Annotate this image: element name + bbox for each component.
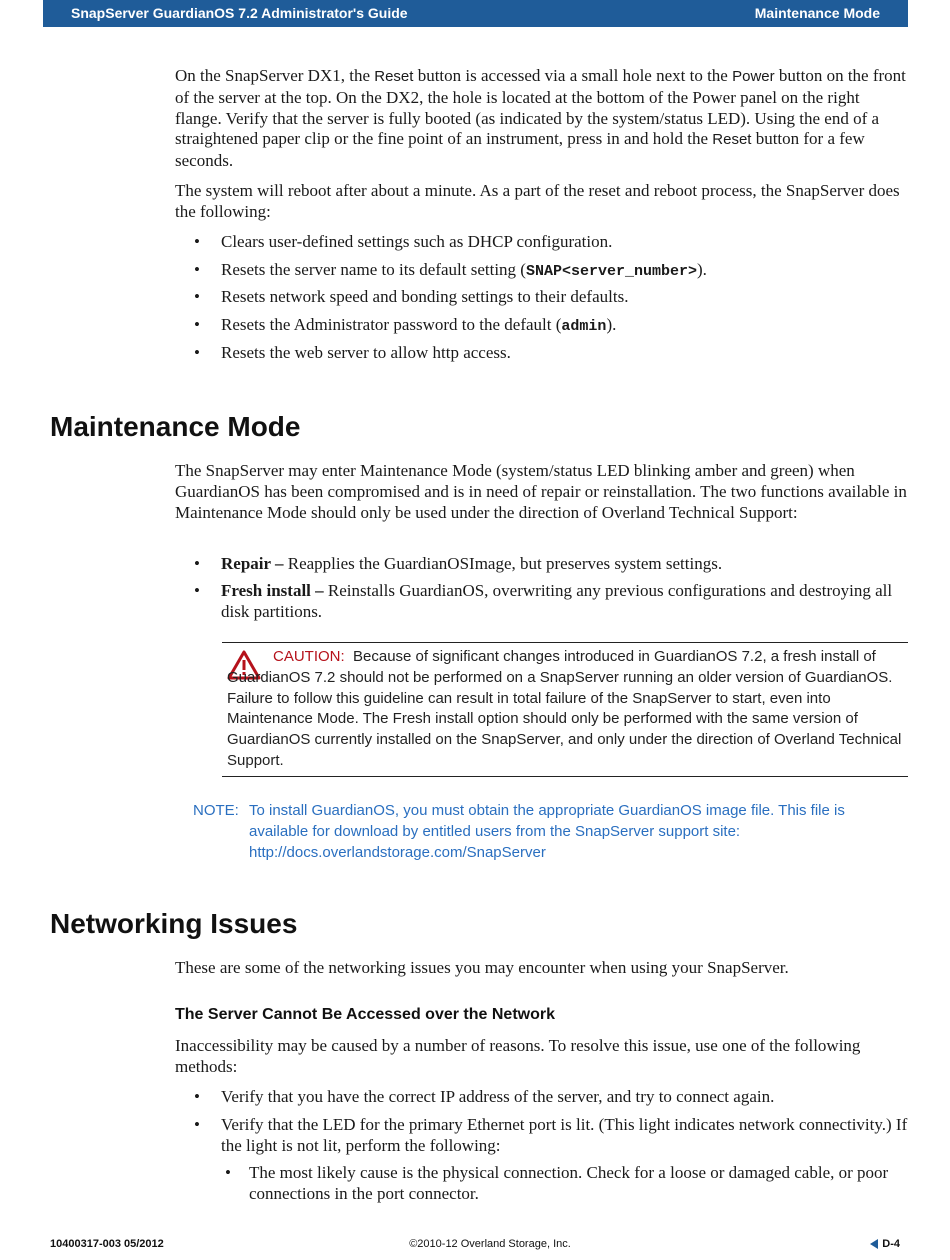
bullet-icon: • bbox=[194, 315, 200, 334]
networking-intro-paragraph: These are some of the networking issues you may encounter when using your SnapServer. bbox=[175, 958, 789, 977]
list-item: • Verify that the LED for the primary Ethernet port is lit. (This light indicates network connectivity.) If the light is not lit, perform the following: bbox=[194, 1115, 908, 1155]
code-admin: admin bbox=[561, 318, 607, 335]
intro-paragraph bbox=[175, 66, 910, 172]
page-back-arrow-icon[interactable] bbox=[870, 1239, 878, 1249]
reset-keyword: Reset bbox=[374, 68, 414, 85]
bullet-icon: • bbox=[194, 554, 200, 573]
caution-text: CAUTION: Because of significant changes introduced in GuardianOS 7.2, a fresh install of GuardianOS 7.2 should not be performed on a SnapServer running an older version of GuardianOS. Failure to follow this guideline can result in total failure of the SnapServer to start, even into Maintenance Mode. The Fresh install option should only be performed with the same version of GuardianOS currently installed on the SnapServer, and only under the direction of Overland Technical Support. bbox=[227, 648, 902, 769]
bullet-icon: • bbox=[194, 1115, 200, 1134]
reset-keyword: Reset bbox=[712, 131, 752, 149]
caution-box bbox=[222, 642, 908, 777]
maintenance-paragraph: The SnapServer may enter Maintenance Mode (system/status LED blinking amber and green) when GuardianOS has been compromised and is in need of repair or reinstallation. The two functions available in Maintenance Mode should only be used under the direction of Overland Technical Support: bbox=[175, 461, 907, 522]
copyright: ©2010-12 Overland Storage, Inc. bbox=[409, 1238, 571, 1250]
bullet-icon: • bbox=[194, 343, 200, 362]
note-label: NOTE: bbox=[193, 802, 239, 819]
inaccessibility-paragraph: Inaccessibility may be caused by a number of reasons. To resolve this issue, use one of the following methods: bbox=[175, 1036, 861, 1076]
server-access-subheading: The Server Cannot Be Accessed over the Network bbox=[175, 1006, 555, 1023]
intro-text-a: On the SnapServer DX1, the bbox=[175, 66, 375, 85]
bullet-icon: • bbox=[194, 581, 200, 600]
list-item: • Resets the server name to its default setting (SNAP<server_number>). bbox=[194, 260, 707, 280]
reboot-paragraph: The system will reboot after about a minute. As a part of the reset and reboot process, the SnapServer does the following: bbox=[175, 181, 900, 221]
sub-list-item: • The most likely cause is the physical connection. Check for a loose or damaged cable, or poor connections in the port connector. bbox=[225, 1163, 889, 1203]
list-item: • Resets the Administrator password to the default (admin). bbox=[194, 315, 617, 335]
bullet-icon: • bbox=[194, 232, 200, 251]
networking-issues-heading: Networking Issues bbox=[50, 908, 298, 939]
intro-text-b: button is accessed via a small hole next to the bbox=[413, 66, 733, 85]
page-number: D-4 bbox=[870, 1238, 900, 1250]
intro-text-d: button for a few seconds. bbox=[175, 129, 865, 171]
header-guide-title: SnapServer GuardianOS 7.2 Administrator's Guide bbox=[71, 5, 408, 21]
repair-label: Repair – bbox=[221, 554, 288, 573]
list-item: • Verify that you have the correct IP address of the server, and try to connect again. bbox=[194, 1087, 775, 1106]
list-item: • Fresh install – Reinstalls GuardianOS, overwriting any previous configurations and destroying all disk partitions. bbox=[194, 581, 893, 621]
header-section-title: Maintenance Mode bbox=[754, 5, 880, 21]
note-block: NOTE: To install GuardianOS, you must obtain the appropriate GuardianOS image file. This file is available for download by entitled users from the SnapServer support site: http://docs.overlandstorage.com/SnapServer bbox=[193, 802, 845, 861]
bullet-icon: • bbox=[194, 287, 200, 306]
fresh-install-label: Fresh install – bbox=[221, 581, 328, 600]
support-site-link[interactable]: http://docs.overlandstorage.com/SnapServer bbox=[249, 844, 546, 861]
code-server-name: SNAP<server_number> bbox=[525, 263, 698, 280]
caution-label: CAUTION: bbox=[273, 648, 345, 665]
bullet-icon: • bbox=[194, 1087, 200, 1106]
intro-text-c: button on the front of the server at the top. On the DX2, the hole is located at the bottom of the Power panel on the right flange. Verify that the server is fully booted (as indicated by the system/status LED). Using the end of a straightened paper clip or the fine point of an instrument, press in and hold the bbox=[175, 66, 906, 149]
bullet-icon: • bbox=[225, 1163, 231, 1182]
bullet-icon: • bbox=[194, 260, 200, 279]
page-header bbox=[43, 0, 908, 27]
list-item: • Resets the web server to allow http access. bbox=[194, 343, 511, 362]
list-item: • Repair – Reapplies the GuardianOSImage, but preserves system settings. bbox=[194, 554, 723, 573]
list-item: • Clears user-defined settings such as DHCP configuration. bbox=[194, 232, 613, 251]
maintenance-mode-heading: Maintenance Mode bbox=[50, 411, 301, 442]
power-keyword: Power bbox=[732, 68, 775, 85]
list-item: • Resets network speed and bonding settings to their defaults. bbox=[194, 287, 629, 306]
document-number: 10400317-003 05/2012 bbox=[50, 1238, 164, 1250]
